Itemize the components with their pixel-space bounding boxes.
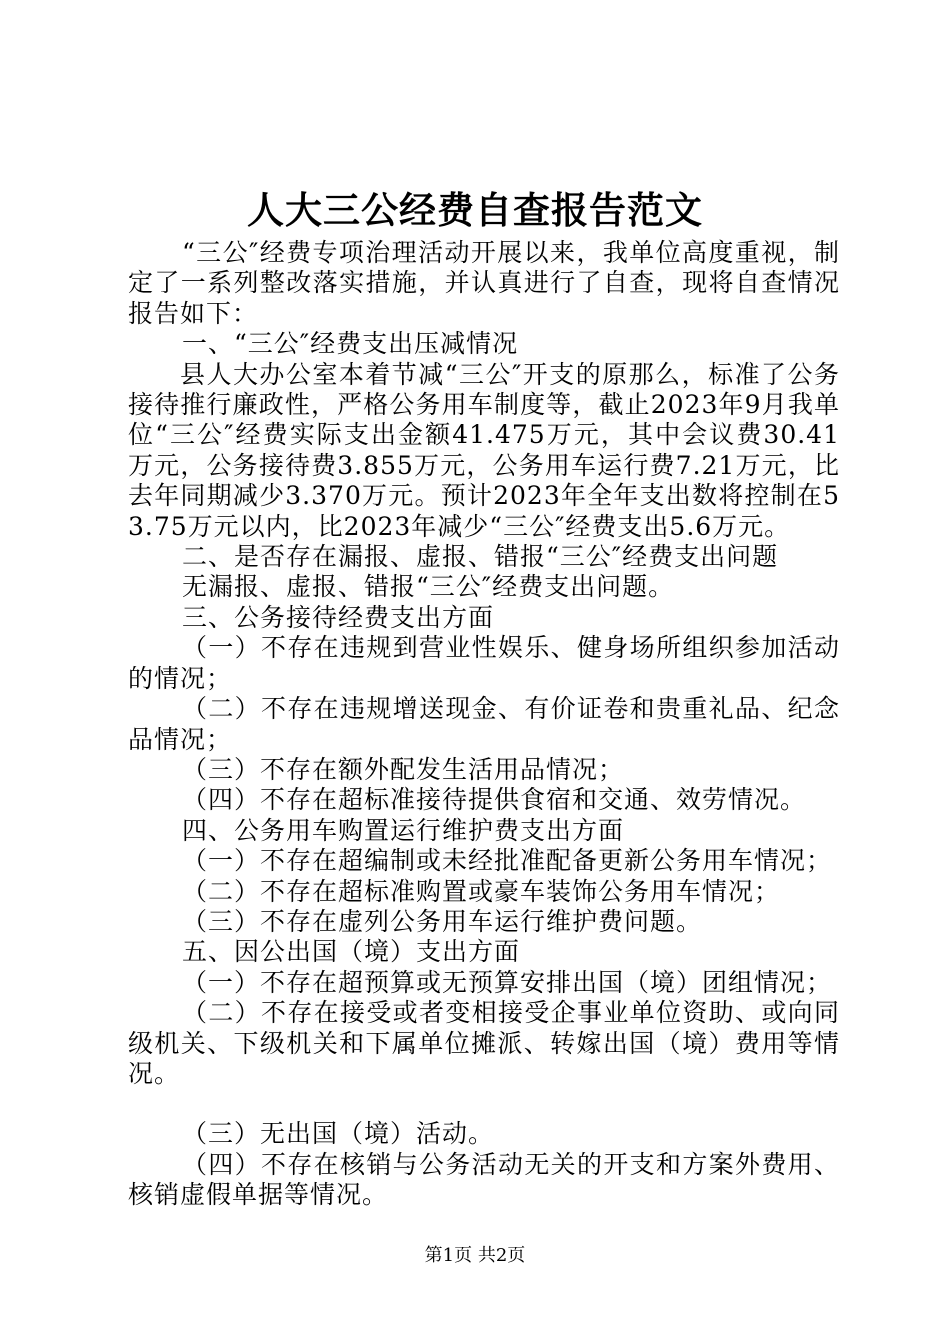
paragraph-expense-details: 县人大办公室本着节减“三公″开支的原那么，标准了公务接待推行廉政性，严格公务用车制度等，截止2023年9月我单位“三公″经费实际支出金额41.475万元，其中会议费30.41万元，公务接待费3.855万元，公务用车运行费7.21万元，比去年同期减少3.370万元。预计2023年全年支出数将控制在53.75万元以内，比2023年减少“三公″经费支出5.6万元。 <box>128 359 840 541</box>
document-title: 人大三公经费自查报告范文 <box>247 188 703 232</box>
list-item-3-3: （三）不存在额外配发生活用品情况； <box>182 754 625 784</box>
heading-section-4: 四、公务用车购置运行维护费支出方面 <box>182 815 625 845</box>
heading-section-5: 五、因公出国（境）支出方面 <box>182 937 521 967</box>
paragraph-intro: “三公″经费专项治理活动开展以来，我单位高度重视，制定了一系列整改落实措施，并认真进行了自查，现将自查情况报告如下： <box>128 238 840 328</box>
page-footer: 第1页 共2页 <box>424 1245 526 1266</box>
list-item-3-2: （二）不存在违规增送现金、有价证卷和贵重礼品、纪念品情况； <box>128 694 840 754</box>
heading-section-2: 二、是否存在漏报、虚报、错报“三公″经费支出问题 <box>182 542 779 572</box>
heading-section-1: 一、“三公″经费支出压减情况 <box>182 329 519 359</box>
list-item-5-3: （三）无出国（境）活动。 <box>182 1119 495 1149</box>
list-item-4-2: （二）不存在超标准购置或豪车装饰公务用车情况； <box>182 876 781 906</box>
heading-section-3: 三、公务接待经费支出方面 <box>182 602 495 632</box>
document-body <box>128 238 840 1211</box>
list-item-3-1: （一）不存在违规到营业性娱乐、健身场所组织参加活动的情况； <box>128 633 840 693</box>
list-item-3-4: （四）不存在超标准接待提供食宿和交通、效劳情况。 <box>182 785 807 815</box>
list-item-5-4: （四）不存在核销与公务活动无关的开支和方案外费用、核销虚假单据等情况。 <box>128 1149 840 1210</box>
list-item-4-3: （三）不存在虚列公务用车运行维护费问题。 <box>182 906 703 936</box>
paragraph-gap <box>128 1089 840 1119</box>
list-item-5-2: （二）不存在接受或者变相接受企事业单位资助、或向同级机关、下级机关和下属单位摊派、转嫁出国（境）费用等情况。 <box>128 998 840 1088</box>
paragraph-no-misreport: 无漏报、虚报、错报“三公″经费支出问题。 <box>182 572 675 602</box>
list-item-5-1: （一）不存在超预算或无预算安排出国（境）团组情况； <box>182 967 833 997</box>
list-item-4-1: （一）不存在超编制或未经批准配备更新公务用车情况； <box>182 846 833 876</box>
